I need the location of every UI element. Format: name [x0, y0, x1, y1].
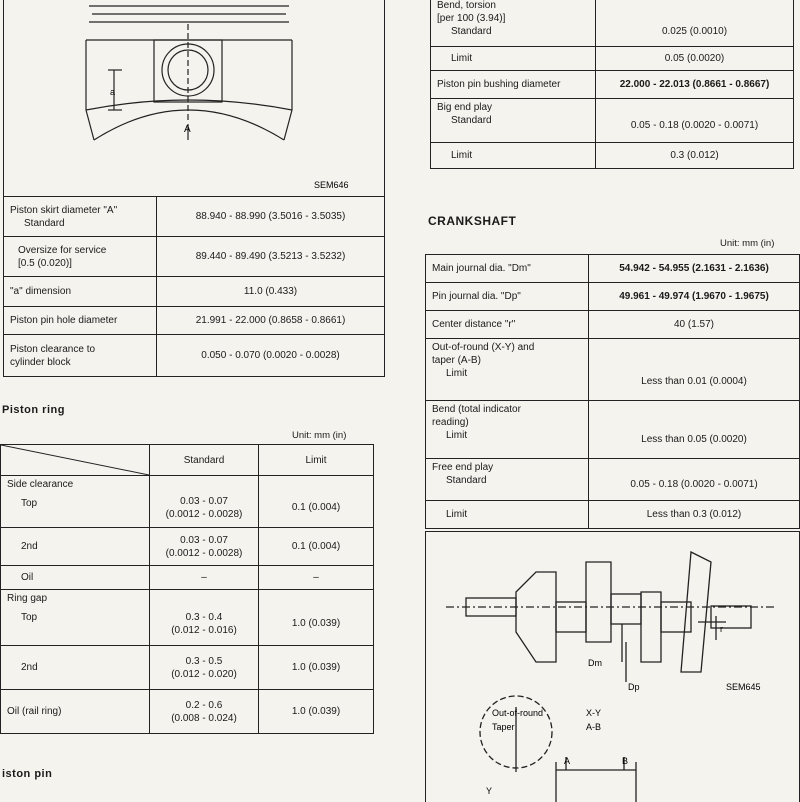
- row-label: Oversize for service: [18, 244, 107, 256]
- row-label: Bend, torsion: [437, 0, 496, 11]
- piston-ring-unit: Unit: mm (in): [292, 430, 347, 441]
- row-label: 2nd: [21, 662, 38, 673]
- row-label: 2nd: [21, 541, 38, 552]
- limit-value: –: [259, 566, 374, 590]
- row-sublabel: Limit: [446, 368, 468, 379]
- row-label: Bend (total indicator: [432, 404, 521, 415]
- standard-value: 0.3 - 0.5: [185, 655, 223, 667]
- row-sublabel: taper (A-B): [432, 355, 481, 366]
- row-label: Center distance "r": [426, 311, 589, 339]
- row-value: 0.050 - 0.070 (0.0020 - 0.0028): [157, 335, 385, 377]
- standard-value-in: (0.0012 - 0.0028): [165, 547, 243, 559]
- limit-value: 0.1 (0.004): [259, 476, 374, 528]
- row-label: Piston skirt diameter "A": [10, 204, 118, 216]
- row-sublabel: Standard: [446, 475, 487, 486]
- crankshaft-unit: Unit: mm (in): [720, 238, 775, 249]
- standard-value: –: [150, 566, 259, 590]
- row-label: Main journal dia. "Dm": [426, 255, 589, 283]
- row-value: Less than 0.01 (0.0004): [589, 339, 800, 401]
- row-value: 40 (1.57): [589, 311, 800, 339]
- table-row: [4, 307, 385, 335]
- table-row: [1, 590, 374, 646]
- row-value: 21.991 - 22.000 (0.8658 - 0.8661): [157, 307, 385, 335]
- row-value: 11.0 (0.433): [157, 277, 385, 307]
- row-label: Piston pin hole diameter: [4, 307, 157, 335]
- dp-label: Dp: [628, 682, 640, 692]
- row-value: Less than 0.05 (0.0020): [589, 401, 800, 459]
- table-row: [431, 99, 794, 143]
- row-value: 88.940 - 88.990 (3.5016 - 3.5035): [157, 197, 385, 237]
- table-row: [4, 335, 385, 377]
- table-row: [4, 197, 385, 237]
- standard-value-in: (0.012 - 0.016): [171, 624, 237, 636]
- table-row: [1, 528, 374, 566]
- standard-value-in: (0.0012 - 0.0028): [165, 508, 243, 520]
- table-row: [431, 143, 794, 169]
- row-label: Big end play: [437, 102, 493, 113]
- row-label: Top: [21, 498, 38, 509]
- conrod-spec-table: [430, 0, 794, 169]
- standard-value: 0.2 - 0.6: [185, 699, 223, 711]
- row-sublabel: Standard: [24, 217, 65, 229]
- table-row: [431, 47, 794, 71]
- standard-value: 0.03 - 0.07: [180, 534, 228, 546]
- row-label: Piston pin bushing diameter: [431, 71, 596, 99]
- row-value: 0.05 - 0.18 (0.0020 - 0.0071): [589, 459, 800, 501]
- crankshaft-spec-table: [425, 254, 800, 529]
- row-label: Out-of-round (X-Y) and: [432, 342, 535, 353]
- table-row: [426, 311, 800, 339]
- row-label: Free end play: [432, 462, 494, 473]
- table-row: [426, 255, 800, 283]
- dm-label: Dm: [588, 658, 602, 668]
- row-label: Oil (rail ring): [1, 690, 150, 734]
- row-value: 0.3 (0.012): [596, 143, 794, 169]
- dimension-a-label: a: [110, 87, 116, 97]
- row-sublabel: [0.5 (0.020)]: [18, 257, 72, 269]
- row-value: 22.000 - 22.013 (0.8661 - 0.8667): [596, 71, 794, 99]
- row-sublabel: cylinder block: [10, 356, 71, 368]
- row-label: Piston clearance to: [10, 343, 96, 355]
- table-row: [1, 690, 374, 734]
- col-standard-header: Standard: [150, 445, 259, 476]
- legend-out-of-round: Out-of-round: [492, 708, 544, 718]
- radius-r-label: r: [720, 624, 723, 634]
- point-a-label: A: [564, 756, 571, 766]
- table-row: [431, 0, 794, 47]
- row-value: 0.05 (0.0020): [596, 47, 794, 71]
- crankshaft-figure: [425, 531, 800, 802]
- limit-value: 0.1 (0.004): [259, 528, 374, 566]
- table-row: [431, 71, 794, 99]
- table-row: [426, 501, 800, 529]
- figure-code-sem646: SEM646: [314, 180, 349, 190]
- row-value: 89.440 - 89.490 (3.5213 - 3.5232): [157, 237, 385, 277]
- piston-figure: [3, 0, 385, 197]
- table-row: [1, 566, 374, 590]
- table-row: [426, 401, 800, 459]
- table-row: [1, 476, 374, 528]
- row-sublabel: [per 100 (3.94)]: [437, 13, 506, 24]
- standard-value-in: (0.012 - 0.020): [171, 668, 237, 680]
- row-label: Oil: [21, 572, 34, 583]
- table-row: [4, 237, 385, 277]
- table-row: [426, 283, 800, 311]
- row-sublabel: Limit: [451, 53, 473, 64]
- row-sublabel: Limit: [446, 509, 468, 520]
- piston-pin-heading: iston pin: [2, 768, 53, 780]
- figure-code-sem645: SEM645: [726, 682, 761, 692]
- table-row: [1, 646, 374, 690]
- row-sublabel: Limit: [446, 430, 468, 441]
- diameter-A-label: A: [184, 124, 191, 135]
- table-row: [4, 277, 385, 307]
- row-value: 54.942 - 54.955 (2.1631 - 2.1636): [589, 255, 800, 283]
- row-label: Pin journal dia. "Dp": [426, 283, 589, 311]
- standard-value: 0.3 - 0.4: [185, 611, 223, 623]
- side-clearance-label: Side clearance: [7, 479, 74, 490]
- row-value: Less than 0.3 (0.012): [589, 501, 800, 529]
- crankshaft-heading: CRANKSHAFT: [428, 214, 517, 228]
- limit-value: 1.0 (0.039): [259, 690, 374, 734]
- row-sublabel: Limit: [451, 150, 473, 161]
- limit-value: 1.0 (0.039): [259, 646, 374, 690]
- row-label: Top: [21, 612, 38, 623]
- legend-ab: A-B: [586, 722, 602, 732]
- standard-value-in: (0.008 - 0.024): [171, 712, 237, 724]
- row-value: 0.05 - 0.18 (0.0020 - 0.0071): [596, 99, 794, 143]
- limit-value: 1.0 (0.039): [259, 590, 374, 646]
- row-label: "a" dimension: [4, 277, 157, 307]
- row-sublabel: reading): [432, 417, 469, 428]
- table-row: [426, 459, 800, 501]
- ring-gap-label: Ring gap: [7, 593, 48, 604]
- piston-spec-table: [3, 196, 385, 377]
- standard-value: 0.03 - 0.07: [180, 495, 228, 507]
- table-row: [1, 445, 374, 476]
- row-value: 0.025 (0.0010): [596, 0, 794, 47]
- header-diagonal-cell: [1, 445, 150, 476]
- legend-xy: X-Y: [586, 708, 602, 718]
- row-sublabel: Standard: [451, 26, 492, 37]
- axis-y-label: Y: [486, 786, 493, 796]
- piston-ring-table: [0, 444, 374, 734]
- point-b-label: B: [622, 756, 629, 766]
- row-value: 49.961 - 49.974 (1.9670 - 1.9675): [589, 283, 800, 311]
- col-limit-header: Limit: [259, 445, 374, 476]
- piston-ring-heading: Piston ring: [2, 404, 65, 416]
- legend-taper: Taper: [492, 722, 515, 732]
- table-row: [426, 339, 800, 401]
- row-sublabel: Standard: [451, 115, 492, 126]
